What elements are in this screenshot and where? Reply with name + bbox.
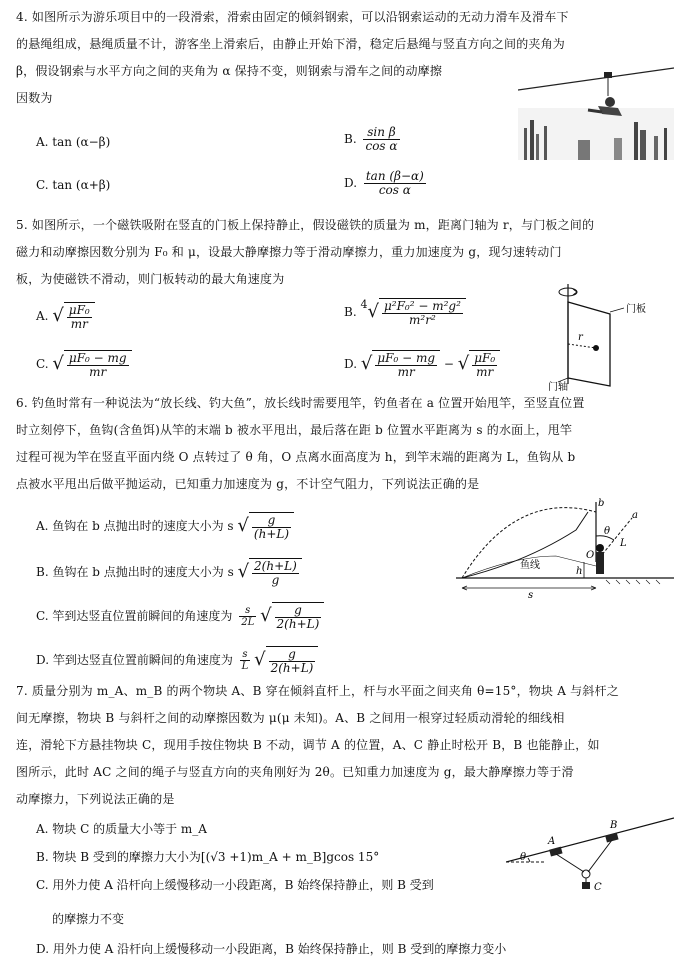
q5-fig-door-label: 门板 xyxy=(626,304,646,315)
question-7 xyxy=(16,678,673,813)
q5-option-b[interactable]: B. 4√ $\frac{\text{μ²F₀² − m²g²}}{\text{m²r²}}$ xyxy=(344,298,466,327)
q4-option-d-label: D. xyxy=(344,176,358,190)
q5-option-c-sqrt: √ $\frac{\text{μF₀ − mg}}{mr}$ xyxy=(52,350,131,379)
q6-fig-s-label: s xyxy=(528,590,534,600)
q5-option-b-sqrt: √ $\frac{\text{μ²F₀² − m²g²}}{\text{m²r²}}$ xyxy=(367,298,465,327)
q5-door-figure xyxy=(548,282,672,392)
q5-stem-line1: 5. 如图所示，一个磁铁吸附在竖直的门板上保持静止，假设磁铁的质量为 m，距离门轴为 r，与门板之间的 xyxy=(16,218,595,232)
q4-stem-line2: 的悬绳组成，悬绳质量不计，游客坐上滑索后，由静止开始下滑，稳定后悬绳与竖直方向之间的夹角为 xyxy=(16,37,566,51)
q5-option-a-sqrt: √ $\frac{\text{μF₀}}{mr}$ xyxy=(52,302,94,331)
q7-stem-line4: 图所示，此时 AC 之间的绳子与竖直方向的夹角刚好为 2θ。已知重力加速度为 g，最大静摩擦力等于滑 xyxy=(16,765,574,779)
q6-stem-line2: 时立刻停下，鱼钩(含鱼饵)从竿的末端 b 被水平甩出，最后落在距 b 位置水平距离为 s 的水面上，甩竿 xyxy=(16,423,573,437)
q6-option-c[interactable] xyxy=(36,602,324,631)
q6-option-d[interactable] xyxy=(36,646,318,675)
q5-fig-axis-label: 门轴 xyxy=(548,382,568,392)
q7-rod-figure xyxy=(506,812,674,892)
q6-fig-a-label: a xyxy=(632,510,638,521)
q6-stem-line3: 过程可视为竿在竖直平面内绕 O 点转过了 θ 角，O 点离水面高度为 h，到竿末端的距离为 L，鱼钩从 b xyxy=(16,450,576,464)
q6-option-a-sqrt: √ $\frac{g}{(h+L)}$ xyxy=(237,512,294,541)
q5-option-d-minus: − xyxy=(443,357,454,371)
q7-stem-line1: 7. 质量分别为 m_A、m_B 的两个物块 A、B 穿在倾斜直杆上，杆与水平面之间夹角 θ=15°，物块 A 与斜杆之 xyxy=(16,684,619,698)
q7-option-c-line2[interactable]: 的摩擦力不变 xyxy=(52,912,125,926)
q6-stem-line1: 6. 钓鱼时常有一种说法为“放长线、钓大鱼”，放长线时需要甩竿，钓鱼者在 a 位置开始甩竿，至竖直位置 xyxy=(16,396,585,410)
q5-option-a[interactable] xyxy=(36,302,95,331)
q7-option-b[interactable]: B. 物块 B 受到的摩擦力大小为[(√3 +1)m_A + m_B]gcos 15° xyxy=(36,850,380,864)
q7-fig-b-label: B xyxy=(610,820,618,831)
q6-fig-b-label: b xyxy=(598,498,605,509)
question-6 xyxy=(16,390,673,498)
q6-option-a[interactable] xyxy=(36,512,294,541)
q7-fig-a-label: A xyxy=(548,836,556,847)
q6-option-b-sqrt: √ $\frac{2(h+L)}{g}$ xyxy=(238,558,302,587)
q6-option-b-text: B. 鱼钩在 b 点抛出时的速度大小为 s xyxy=(36,565,234,579)
q4-stem-line4: 因数为 xyxy=(16,91,53,105)
q6-option-c-sqrt: √ $\frac{g}{2(h+L)}$ xyxy=(260,602,324,631)
q4-option-b-label: B. xyxy=(344,132,357,146)
q5-option-a-label: A. xyxy=(36,309,49,323)
q5-option-c-label: C. xyxy=(36,357,49,371)
q7-stem-line5: 动摩擦力，下列说法正确的是 xyxy=(16,792,175,806)
q6-fig-l-label: L xyxy=(620,538,627,549)
q6-option-a-text: A. 鱼钩在 b 点抛出时的速度大小为 s xyxy=(36,519,234,533)
q5-option-d-label: D. xyxy=(344,357,358,371)
q5-option-b-label: B. xyxy=(344,305,357,319)
q5-stem-line3: 板，为使磁铁不滑动，则门板转动的最大角速度为 xyxy=(16,272,285,286)
q5-option-d[interactable] xyxy=(344,350,500,379)
q6-fig-o-label: O xyxy=(586,550,595,561)
q6-fishing-figure xyxy=(456,496,674,600)
q5-option-c[interactable] xyxy=(36,350,132,379)
q4-option-b-fraction: $\frac{\text{sin β}}{\text{cos α}}$ xyxy=(365,125,398,153)
question-5 xyxy=(16,212,673,293)
q4-option-a[interactable]: A. tan (α−β) xyxy=(36,135,111,149)
q5-option-d-sqrt2: √ $\frac{\text{μF₀}}{mr}$ xyxy=(458,350,500,379)
q6-fig-theta-label: θ xyxy=(604,526,611,537)
q7-option-c-line1[interactable]: C. 用外力使 A 沿杆向上缓慢移动一小段距离，B 始终保持静止，则 B 受到 xyxy=(36,878,434,892)
q5-stem-line2: 磁力和动摩擦因数分别为 F₀ 和 μ，设最大静摩擦力等于滑动摩擦力，重力加速度为 g，现匀速转动门 xyxy=(16,245,562,259)
q6-option-d-sqrt: √ $\frac{g}{2(h+L)}$ xyxy=(254,646,318,675)
q7-fig-c-label: C xyxy=(594,882,602,892)
q5-option-d-sqrt1: √ $\frac{\text{μF₀ − mg}}{mr}$ xyxy=(361,350,440,379)
q6-option-d-coef: $\frac{s}{L}$ xyxy=(241,649,249,672)
q7-option-a[interactable]: A. 物块 C 的质量大小等于 m_A xyxy=(36,822,207,836)
q4-option-d[interactable] xyxy=(344,170,426,197)
q6-fig-h-label: h xyxy=(576,566,583,577)
q6-fig-line-label: 鱼线 xyxy=(520,560,540,571)
q7-fig-theta-label: θ xyxy=(520,852,527,863)
q5-fig-r-label: r xyxy=(578,332,583,343)
q6-option-c-text: C. 竿到达竖直位置前瞬间的角速度为 xyxy=(36,609,233,623)
q4-option-c[interactable]: C. tan (α+β) xyxy=(36,178,111,192)
q7-stem-line2: 间无摩擦，物块 B 与斜杆之间的动摩擦因数为 μ(μ 未知)。A、B 之间用一根穿过轻质动滑轮的细线相 xyxy=(16,711,565,725)
q7-stem-line3: 连，滑轮下方悬挂物块 C，现用手按住物块 B 不动，调节 A 的位置，A、C 静止时松开 B，B 也能静止，如 xyxy=(16,738,600,752)
q4-stem-line1: 4. 如图所示为游乐项目中的一段滑索，滑索由固定的倾斜钢索，可以沿钢索运动的无动力滑车及滑车下 xyxy=(16,10,569,24)
q4-zipline-figure xyxy=(518,58,674,160)
q7-option-d[interactable]: D. 用外力使 A 沿杆向上缓慢移动一小段距离，B 始终保持静止，则 B 受到的摩擦力变小 xyxy=(36,942,507,956)
q6-option-c-coef: $\frac{s}{2L}$ xyxy=(241,605,255,628)
q4-option-d-fraction: $\frac{\tan (\beta-\alpha)}{\text{cos α}}$ xyxy=(365,169,424,197)
q6-stem-line4: 点被水平甩出后做平抛运动，已知重力加速度为 g，不计空气阻力，下列说法正确的是 xyxy=(16,477,480,491)
q4-option-b[interactable] xyxy=(344,126,400,153)
q4-stem-line3: β，假设钢索与水平方向之间的夹角为 α 保持不变，则钢索与滑车之间的动摩擦 xyxy=(16,64,443,78)
q6-option-d-text: D. 竿到达竖直位置前瞬间的角速度为 xyxy=(36,653,233,667)
q6-option-b[interactable] xyxy=(36,558,302,587)
